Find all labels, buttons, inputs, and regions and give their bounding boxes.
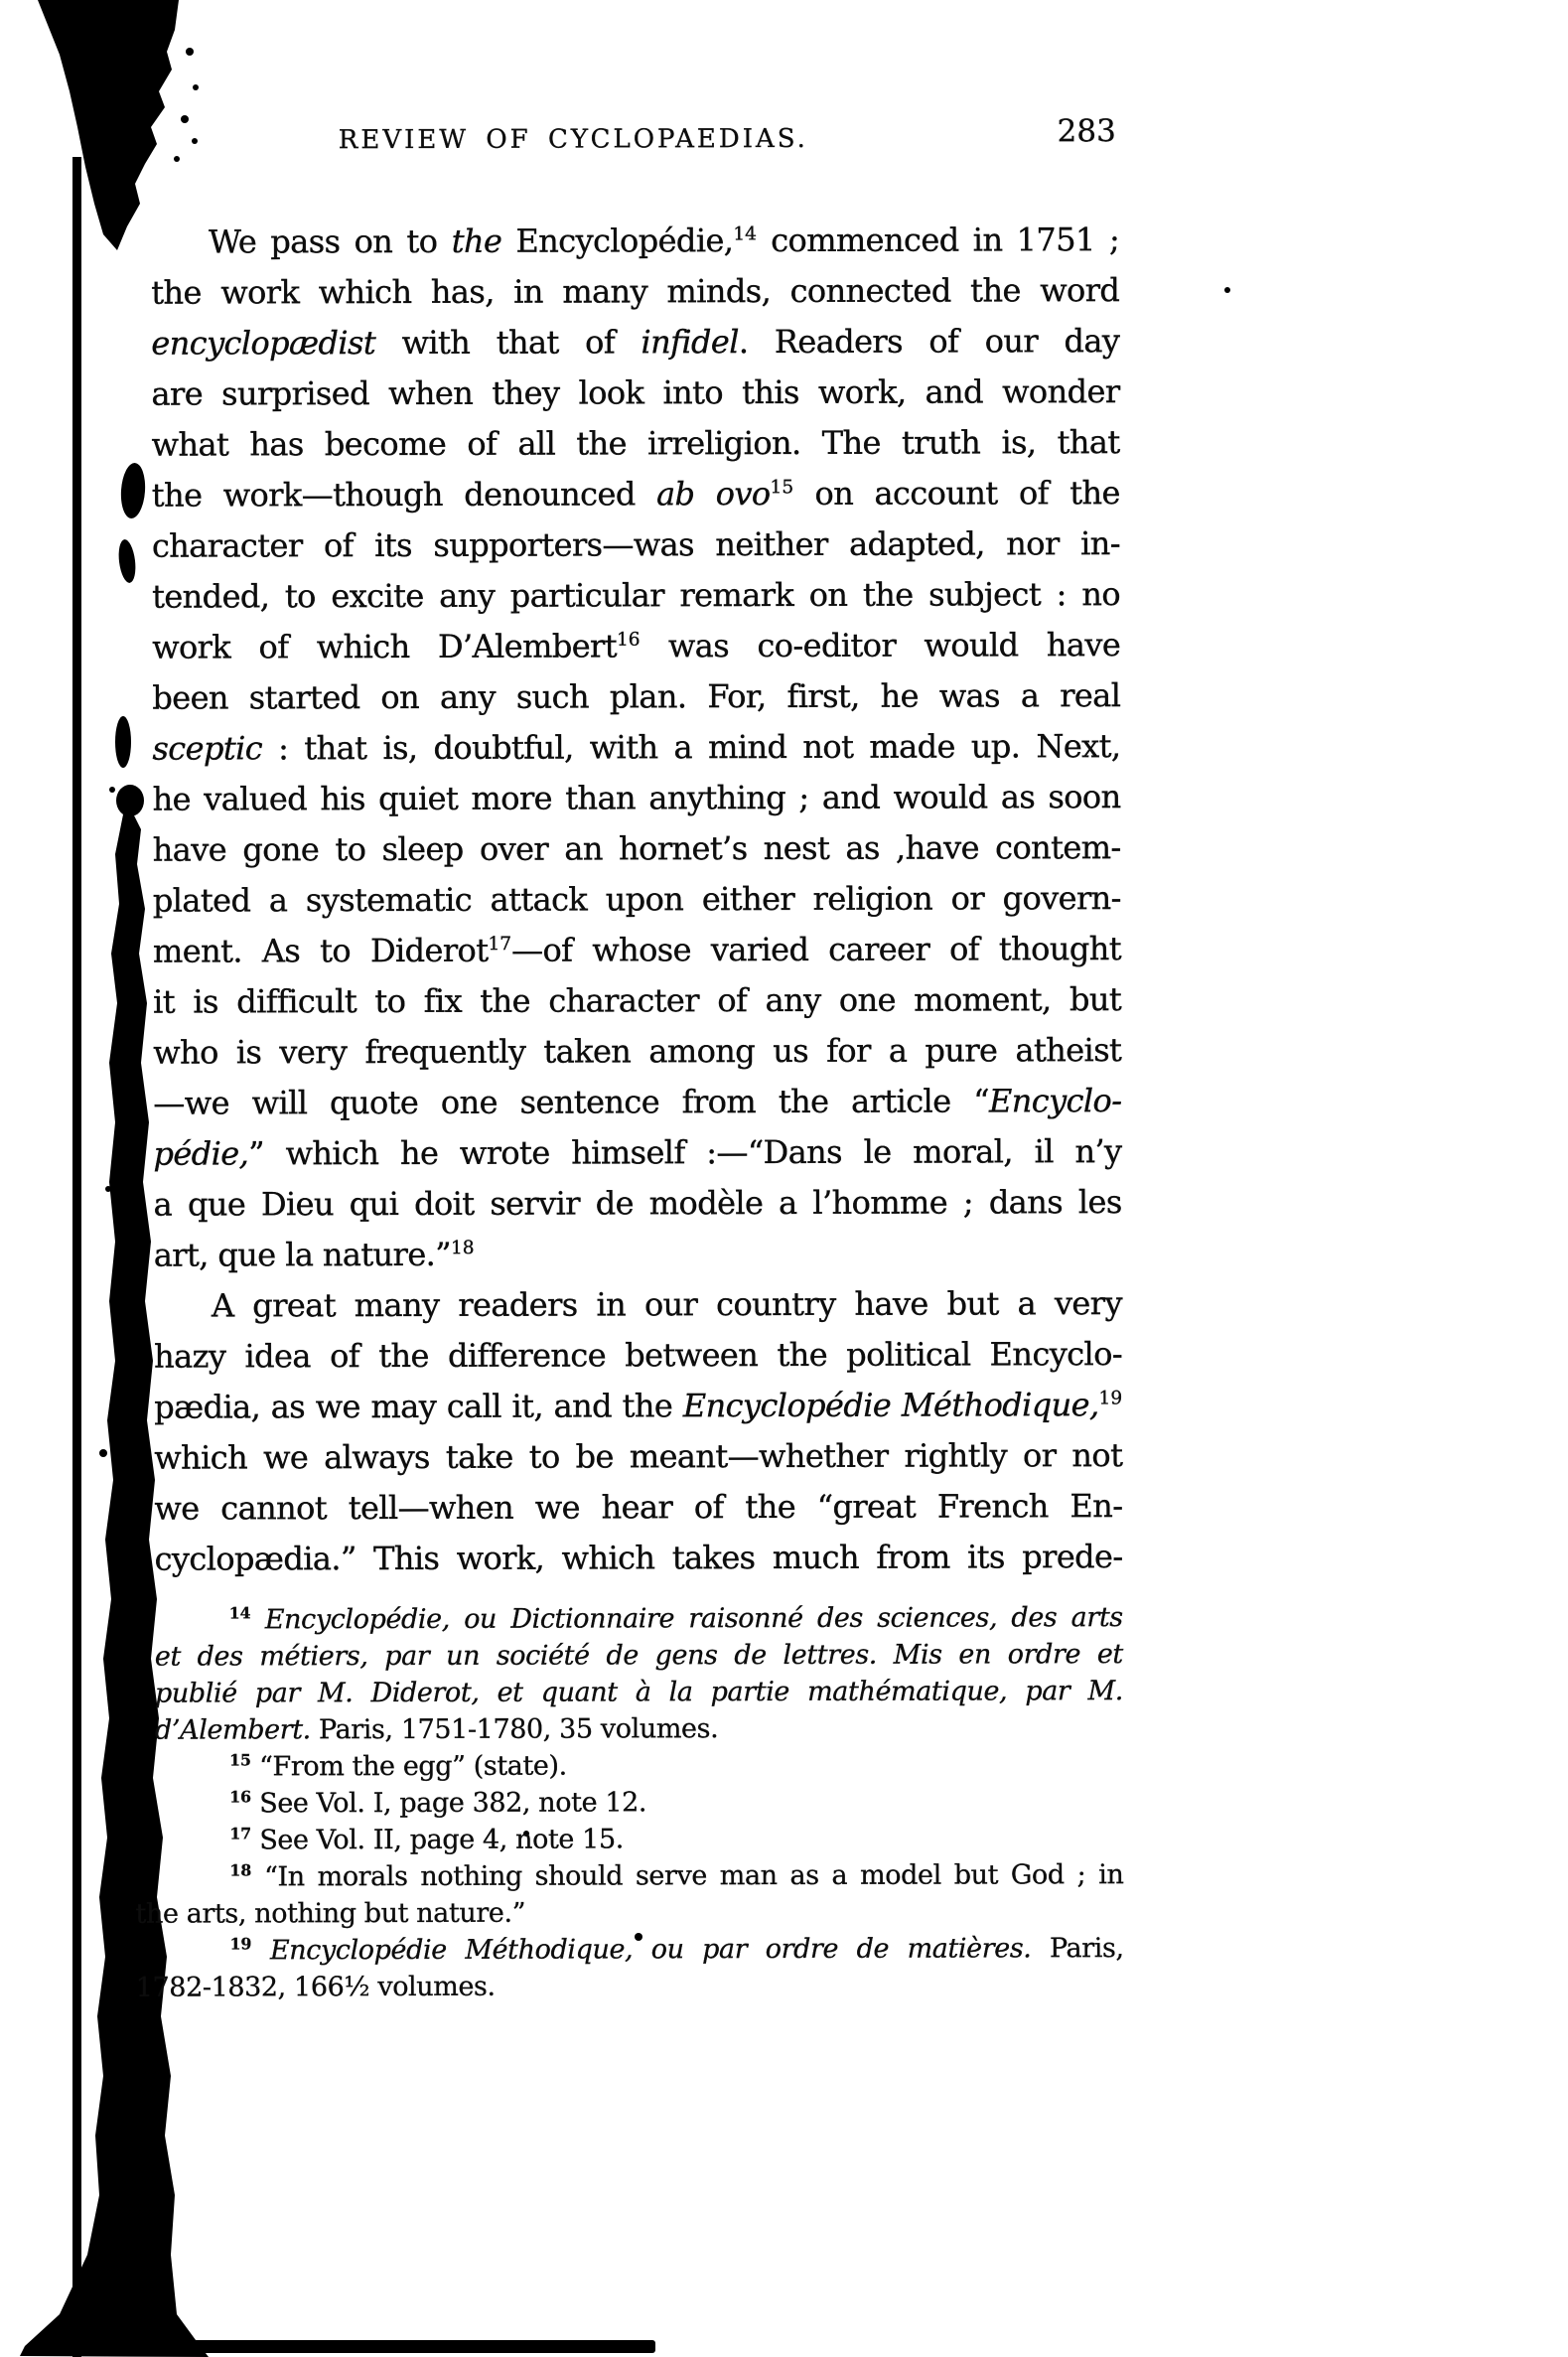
body-text xyxy=(151,215,1123,1585)
text-line: it is difficult to fix the character of any one moment, but xyxy=(153,980,1122,1021)
text-line: $^{19}$ Encyclopédie Méthodique, ou par ordre de matières. Paris, xyxy=(229,1933,1124,1967)
text-line: 1782-1832, 166½ volumes. xyxy=(135,1971,496,2003)
text-line: d’Alembert. Paris, 1751-1780, 35 volumes. xyxy=(154,1713,719,1746)
text-line: encyclopædist with that of infidel. Readers of our day xyxy=(151,322,1120,363)
page-number: 283 xyxy=(1057,113,1116,150)
text-line: who is very frequently taken among us for a pure atheist xyxy=(153,1031,1122,1072)
text-line: sceptic : that is, doubtful, with a mind not made up. Next, xyxy=(152,727,1121,768)
text-line: ment. As to Diderot$^{17}$—of whose varied career of thought xyxy=(152,930,1122,970)
text-line: A great many readers in our country have but a very xyxy=(211,1284,1122,1325)
text-line: plated a systematic attack upon either religion or govern- xyxy=(152,879,1121,920)
paragraph-1 xyxy=(151,215,1122,1281)
text-line: work of which D’Alembert$^{16}$ was co-editor would have xyxy=(152,626,1121,666)
text-line: the work which has, in many minds, connected the word xyxy=(151,271,1120,312)
text-line: publié par M. Diderot, et quant à la partie mathématique, par M. xyxy=(154,1676,1123,1709)
text-line: he valued his quiet more than anything ; and would as soon xyxy=(152,778,1121,818)
text-line: which we always take to be meant—whether rightly or not xyxy=(154,1436,1123,1477)
footnotes xyxy=(135,1599,1124,2006)
text-line: $^{14}$ Encyclopédie, ou Dictionnaire raisonné des sciences, des arts xyxy=(228,1602,1123,1636)
text-line: $^{18}$ “In morals nothing should serve man as a model but God ; in xyxy=(229,1859,1124,1893)
text-line: hazy idea of the difference between the political Encyclo- xyxy=(154,1335,1123,1376)
footnote-18 xyxy=(135,1856,1124,1933)
text-line: a que Dieu qui doit servir de modèle a l’homme ; dans les xyxy=(153,1183,1122,1224)
text-line: We pass on to the Encyclopédie,$^{14}$ commenced in 1751 ; xyxy=(209,221,1120,261)
text-line: $^{16}$ See Vol. I, page 382, note 12. xyxy=(229,1787,647,1820)
text-line: character of its supporters—was neither adapted, nor in- xyxy=(151,524,1120,565)
footnote-16 xyxy=(155,1783,1123,1823)
text-line: $^{17}$ See Vol. II, page 4, note 15. xyxy=(229,1824,624,1856)
text-line: art, que la nature.”$^{18}$ xyxy=(153,1235,475,1274)
text-line: the arts, nothing but nature.” xyxy=(135,1897,526,1930)
paragraph-2 xyxy=(154,1278,1123,1585)
footnote-19 xyxy=(135,1930,1124,2006)
text-line: $^{15}$ “From the egg” (state). xyxy=(229,1750,567,1783)
text-line: what has become of all the irreligion. The truth is, that xyxy=(151,423,1120,464)
text-line: tended, to excite any particular remark on the subject : no xyxy=(151,575,1121,616)
running-title: REVIEW OF CYCLOPAEDIAS. xyxy=(338,123,808,156)
footnote-15 xyxy=(155,1746,1123,1786)
text-line: have gone to sleep over an hornet’s nest as ,have contem- xyxy=(152,828,1121,869)
text-line: cyclopædia.” This work, which takes much from its prede- xyxy=(154,1538,1123,1578)
text-line: pédie,” which he wrote himself :—“Dans le moral, il n’y xyxy=(153,1132,1122,1173)
footnote-17 xyxy=(155,1820,1123,1859)
text-line: we cannot tell—when we hear of the “great French En- xyxy=(154,1487,1123,1528)
text-line: are surprised when they look into this work, and wonder xyxy=(151,372,1120,413)
text-line: the work—though denounced ab ovo$^{15}$ on account of the xyxy=(151,474,1120,515)
footnote-14 xyxy=(155,1599,1123,1749)
text-line: been started on any such plan. For, first, he was a real xyxy=(152,676,1121,717)
text-line: —we will quote one sentence from the article “Encyclo- xyxy=(153,1082,1122,1122)
text-line: et des métiers, par un société de gens de lettres. Mis en ordre et xyxy=(154,1639,1123,1673)
text-line: pædia, as we may call it, and the Encyclopédie Méthodique,$^{19}$ xyxy=(154,1386,1123,1426)
